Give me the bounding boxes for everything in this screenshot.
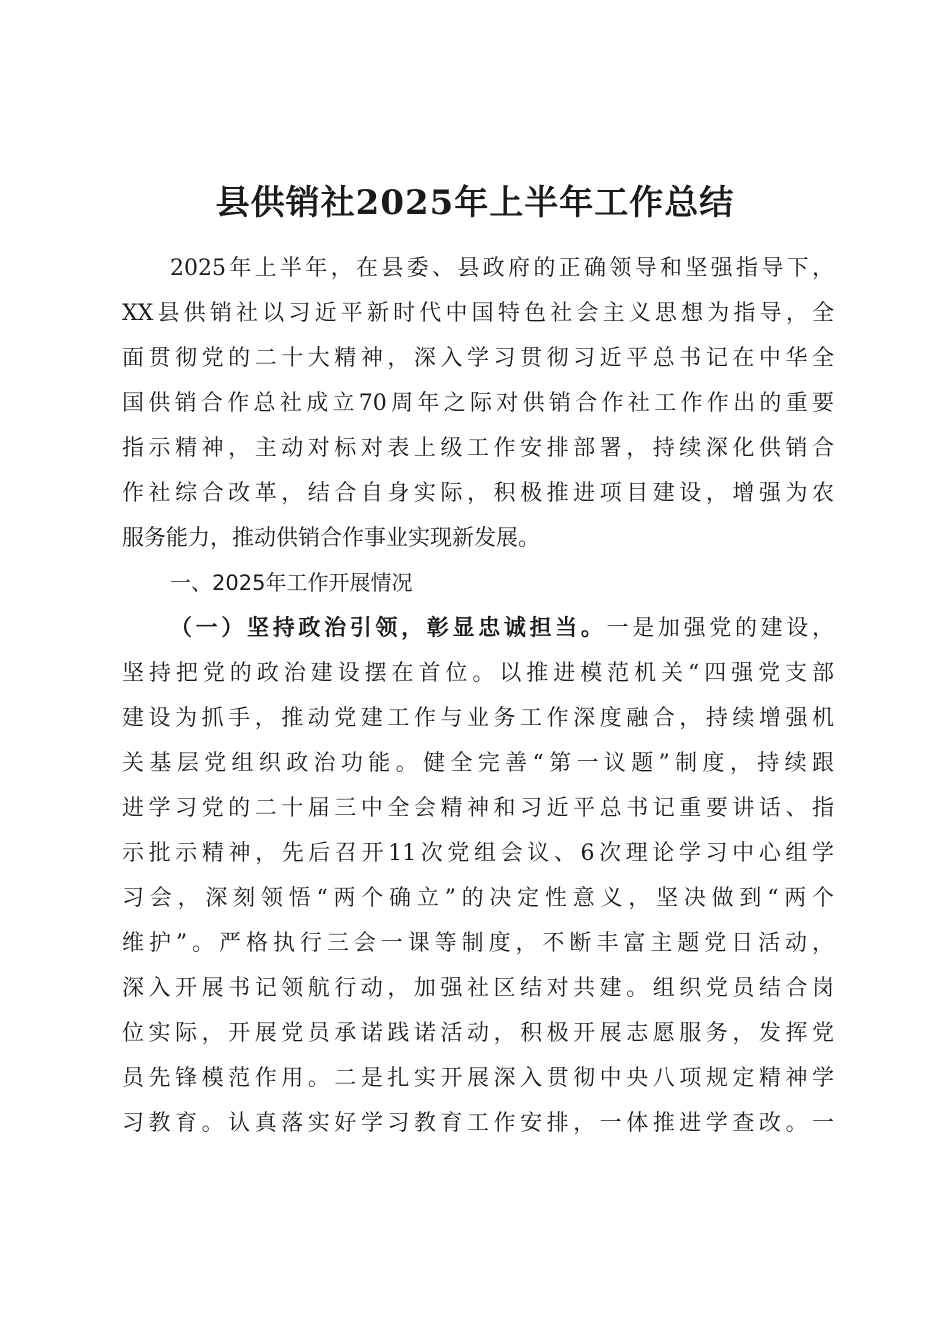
paragraph-line: 习教育。认真落实好学习教育工作安排，一体推进学查改。一 xyxy=(122,1111,834,1136)
paragraph-line: 示批示精神，先后召开11次党组会议、6次理论学习中心组学 xyxy=(122,841,834,866)
section-heading: 一、2025年工作开展情况 xyxy=(170,571,413,595)
paragraph-line: 国供销合作总社成立70周年之际对供销合作社工作作出的重要 xyxy=(122,391,834,416)
paragraph-line: 建设为抓手，推动党建工作与业务工作深度融合，持续增强机 xyxy=(122,706,834,731)
paragraph-line: 进学习党的二十届三中全会精神和习近平总书记重要讲话、指 xyxy=(122,796,834,821)
document-body xyxy=(122,246,834,1146)
paragraph-line: 深入开展书记领航行动，加强社区结对共建。组织党员结合岗 xyxy=(122,976,834,1001)
subsection-line xyxy=(122,606,834,651)
document-title: 县供销社2025年上半年工作总结 xyxy=(215,183,735,223)
paragraph-line: 2025年上半年，在县委、县政府的正确领导和坚强指导下， xyxy=(170,256,834,281)
subsection-text: 一是加强党的建设， xyxy=(606,616,834,641)
paragraph-line: 习会，深刻领悟“两个确立”的决定性意义，坚决做到“两个 xyxy=(122,886,834,911)
paragraph-line: 指示精神，主动对标对表上级工作安排部署，持续深化供销合 xyxy=(122,436,834,461)
paragraph-line: 关基层党组织政治功能。健全完善“第一议题”制度，持续跟 xyxy=(122,751,834,776)
paragraph-line: 作社综合改革，结合自身实际，积极推进项目建设，增强为农 xyxy=(122,481,834,506)
paragraph-line: 维护”。严格执行三会一课等制度，不断丰富主题党日活动， xyxy=(122,931,834,956)
paragraph-line: 位实际，开展党员承诺践诺活动，积极开展志愿服务，发挥党 xyxy=(122,1021,834,1046)
paragraph-line: 服务能力，推动供销合作事业实现新发展。 xyxy=(122,526,541,551)
subsection-heading: （一）坚持政治引领，彰显忠诚担当。 xyxy=(170,615,607,641)
paragraph-line: 面贯彻党的二十大精神，深入学习贯彻习近平总书记在中华全 xyxy=(122,346,834,371)
paragraph-line: XX县供销社以习近平新时代中国特色社会主义思想为指导，全 xyxy=(122,301,834,326)
paragraph-line: 员先锋模范作用。二是扎实开展深入贯彻中央八项规定精神学 xyxy=(122,1066,834,1091)
paragraph-line: 坚持把党的政治建设摆在首位。以推进模范机关“四强党支部 xyxy=(122,661,834,686)
